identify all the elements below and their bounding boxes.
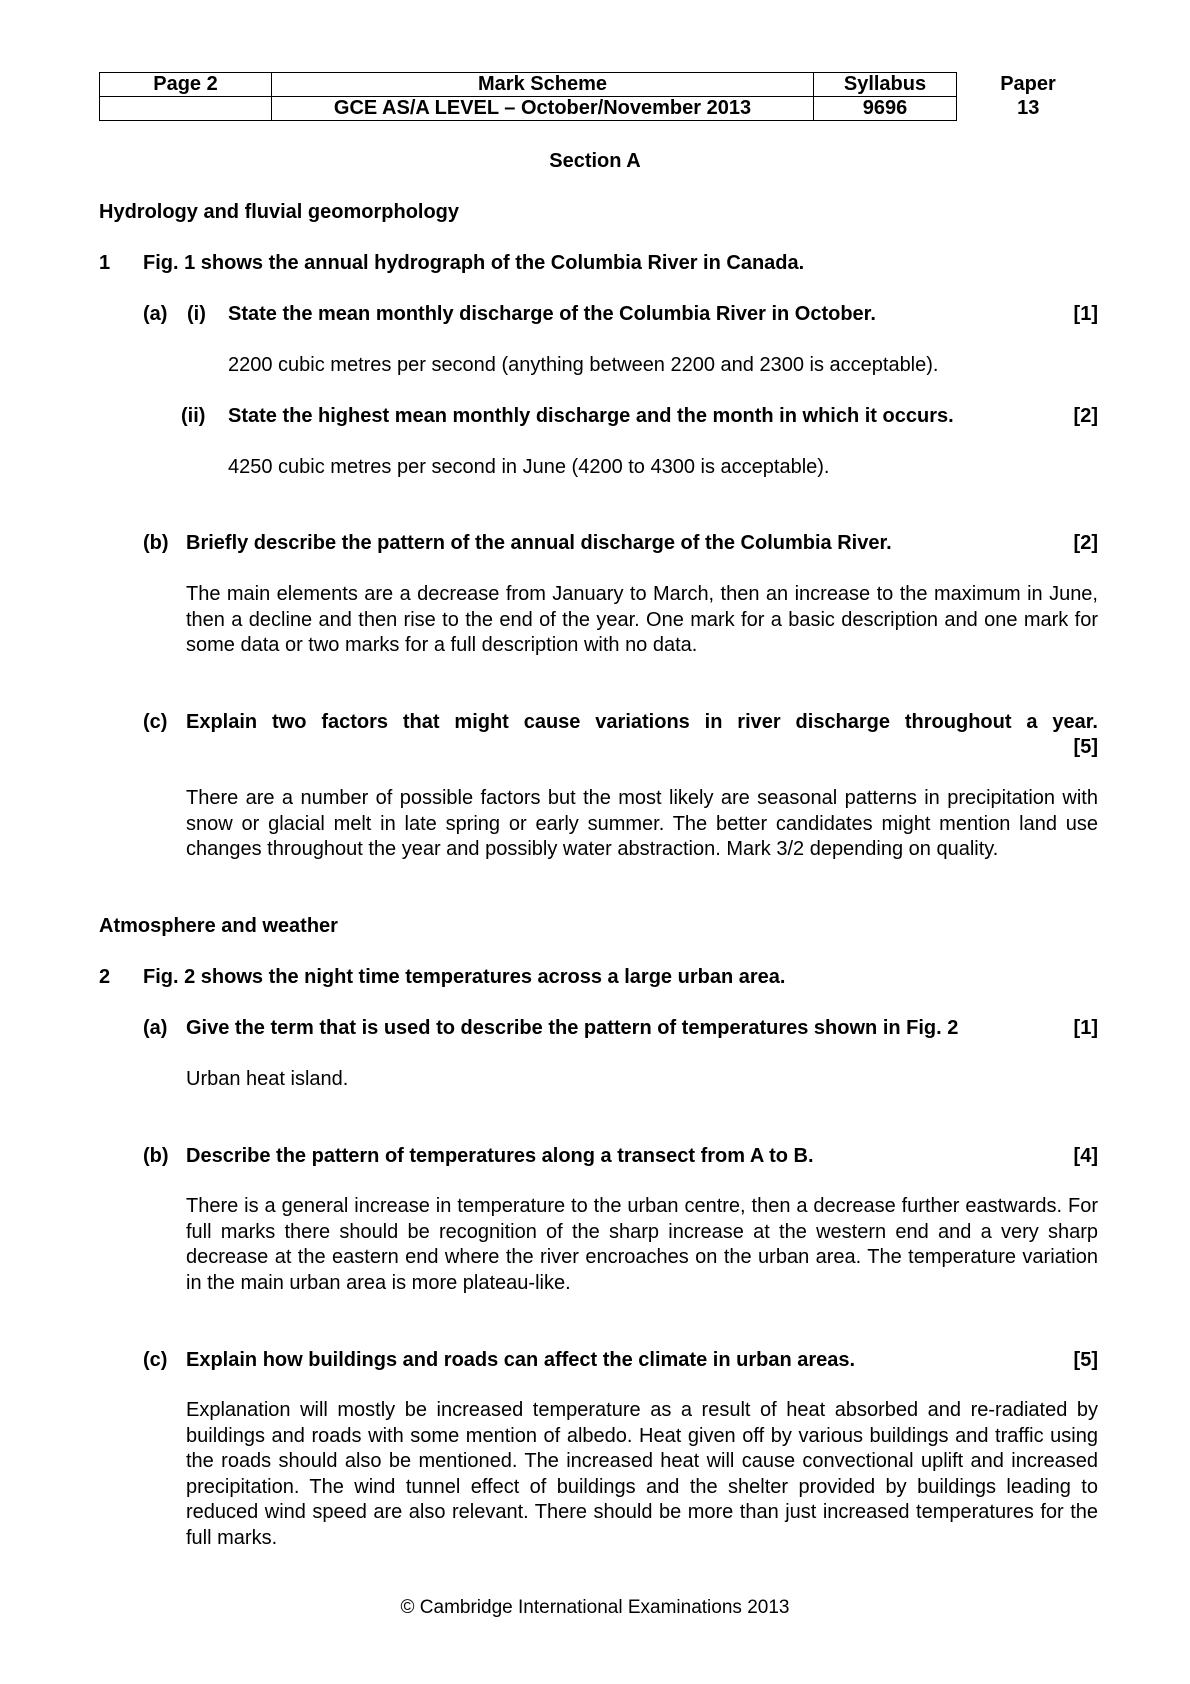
q1ai-answer: 2200 cubic metres per second (anything between 2200 and 2300 is acceptable). xyxy=(228,354,939,376)
q1b-label: (b) xyxy=(143,532,169,554)
q1-number: 1 xyxy=(99,252,111,274)
q2-number: 2 xyxy=(99,966,111,988)
q1c-mark: [5] xyxy=(1073,736,1098,758)
q1b-answer: The main elements are a decrease from January to March, then an increase to the maximum in June, then a decline and then rise to the end of the year. One mark for a basic description and one mark for some data or two marks for a full description with no data. xyxy=(186,583,1098,656)
footer-copyright: © Cambridge International Examinations 2013 xyxy=(400,1597,790,1618)
header-page: Page 2 xyxy=(100,73,272,97)
topic-heading-hydrology: Hydrology and fluvial geomorphology xyxy=(99,201,460,223)
q2b-question: Describe the pattern of temperatures along a transect from A to B. xyxy=(186,1145,814,1167)
q1b-mark: [2] xyxy=(1073,532,1098,554)
q1ai-mark: [1] xyxy=(1073,303,1098,325)
q2b-label: (b) xyxy=(143,1145,169,1167)
q2-stem: Fig. 2 shows the night time temperatures across a large urban area. xyxy=(143,966,786,988)
header-exam: GCE AS/A LEVEL – October/November 2013 xyxy=(272,97,814,121)
section-title: Section A xyxy=(549,150,641,172)
q2c-mark: [5] xyxy=(1073,1349,1098,1371)
q1c-answer: There are a number of possible factors but the most likely are seasonal patterns in precipitation with snow or glacial melt in late spring or early summer. The better candidates might mention land use changes throughout the year and possibly water abstraction. Mark 3/2 depending on quality. xyxy=(186,787,1098,860)
q1b-question: Briefly describe the pattern of the annual discharge of the Columbia River. xyxy=(186,532,892,554)
header-syllabus-label: Syllabus xyxy=(814,73,957,97)
q1-stem: Fig. 1 shows the annual hydrograph of the Columbia River in Canada. xyxy=(143,252,805,274)
q1aii-question: State the highest mean monthly discharge and the month in which it occurs. xyxy=(228,405,954,427)
q2a-question: Give the term that is used to describe the pattern of temperatures shown in Fig. 2 xyxy=(186,1017,959,1039)
q2c-answer: Explanation will mostly be increased temperature as a result of heat absorbed and re-radiated by buildings and roads with some mention of albedo. Heat given off by various buildings and traffic using the roads should also be mentioned. The increased heat will cause convectional uplift and increased precipitation. The wind tunnel effect of buildings and the shelter provided by buildings leading to reduced wind speed are also relevant. There should be more than just increased temperatures for the full marks. xyxy=(186,1399,1098,1549)
q2b-mark: [4] xyxy=(1073,1145,1098,1167)
q1aii-mark: [2] xyxy=(1073,405,1098,427)
q2a-answer: Urban heat island. xyxy=(186,1068,349,1090)
q1a-label: (a) xyxy=(143,303,168,325)
q2b-answer: There is a general increase in temperature to the urban centre, then a decrease further eastwards. For full marks there should be recognition of the sharp increase at the western end and a very sharp decrease at the eastern end where the river encroaches on the urban area. The temperature variation in the main urban area is more plateau-like. xyxy=(186,1195,1098,1294)
q2c-label: (c) xyxy=(143,1349,168,1371)
q1ai-question: State the mean monthly discharge of the Columbia River in October. xyxy=(228,303,876,325)
q1aii-answer: 4250 cubic metres per second in June (4200 to 4300 is acceptable). xyxy=(228,456,830,478)
header-empty-cell xyxy=(100,97,272,121)
q1c-label: (c) xyxy=(143,711,168,733)
header-paper: 13 xyxy=(1017,97,1040,119)
q1ai-label: (i) xyxy=(187,303,206,325)
header-title: Mark Scheme xyxy=(272,73,814,97)
topic-heading-atmosphere: Atmosphere and weather xyxy=(99,915,338,937)
q1c-question: Explain two factors that might cause variations in river discharge throughout a year. xyxy=(186,711,1098,733)
header-syllabus: 9696 xyxy=(814,97,957,121)
header-table xyxy=(99,72,1100,121)
q2a-label: (a) xyxy=(143,1017,168,1039)
q2c-question: Explain how buildings and roads can affect the climate in urban areas. xyxy=(186,1349,856,1371)
q2a-mark: [1] xyxy=(1073,1017,1098,1039)
header-paper-label: Paper xyxy=(1000,73,1056,95)
q1aii-label: (ii) xyxy=(181,405,206,427)
